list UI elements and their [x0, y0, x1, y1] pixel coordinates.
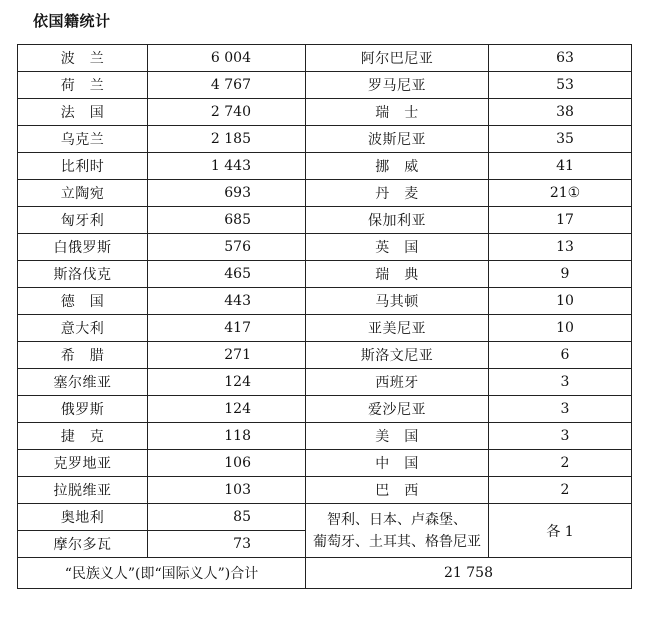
merged-countries-cell	[306, 504, 489, 558]
country-name-cell: 西班牙	[306, 369, 489, 396]
country-name-cell: 爱沙尼亚	[306, 396, 489, 423]
count-cell: 3	[489, 423, 632, 450]
count-cell: 2 185	[148, 126, 306, 153]
count-cell: 17	[489, 207, 632, 234]
count-cell: 3	[489, 396, 632, 423]
country-name-cell: 挪 威	[306, 153, 489, 180]
table-row	[18, 504, 632, 531]
country-name-cell: 波 兰	[18, 45, 148, 72]
country-name-cell: 俄罗斯	[18, 396, 148, 423]
country-name-cell: 比利时	[18, 153, 148, 180]
country-name-cell: 美 国	[306, 423, 489, 450]
count-cell: 417	[148, 315, 306, 342]
country-name-cell: 马其顿	[306, 288, 489, 315]
count-cell: 21①	[489, 180, 632, 207]
country-name-cell: 德 国	[18, 288, 148, 315]
count-cell: 124	[148, 396, 306, 423]
count-cell: 124	[148, 369, 306, 396]
country-name-cell: 斯洛文尼亚	[306, 342, 489, 369]
table-row	[18, 153, 632, 180]
country-name-cell: 瑞 典	[306, 261, 489, 288]
count-cell: 41	[489, 153, 632, 180]
count-cell: 685	[148, 207, 306, 234]
table-row	[18, 396, 632, 423]
count-cell: 10	[489, 315, 632, 342]
country-name-cell: 法 国	[18, 99, 148, 126]
country-name-cell: 摩尔多瓦	[18, 531, 148, 558]
table-row	[18, 45, 632, 72]
country-name-cell: 白俄罗斯	[18, 234, 148, 261]
country-name-cell: 瑞 士	[306, 99, 489, 126]
count-cell: 576	[148, 234, 306, 261]
merged-count-cell: 各 1	[489, 504, 632, 558]
count-cell: 118	[148, 423, 306, 450]
country-name-cell: 阿尔巴尼亚	[306, 45, 489, 72]
count-cell: 10	[489, 288, 632, 315]
count-cell: 443	[148, 288, 306, 315]
table-row	[18, 450, 632, 477]
country-name-cell: 立陶宛	[18, 180, 148, 207]
count-cell: 2	[489, 477, 632, 504]
country-name-cell: 乌克兰	[18, 126, 148, 153]
count-cell: 2	[489, 450, 632, 477]
count-cell: 3	[489, 369, 632, 396]
count-cell: 38	[489, 99, 632, 126]
country-name-cell: 巴 西	[306, 477, 489, 504]
country-name-cell: 罗马尼亚	[306, 72, 489, 99]
count-cell: 4 767	[148, 72, 306, 99]
country-name-cell: 匈牙利	[18, 207, 148, 234]
count-cell: 465	[148, 261, 306, 288]
country-name-cell: 奥地利	[18, 504, 148, 531]
country-name-cell: 波斯尼亚	[306, 126, 489, 153]
table-row	[18, 234, 632, 261]
table-row	[18, 369, 632, 396]
country-name-cell: 亚美尼亚	[306, 315, 489, 342]
country-name-cell: 丹 麦	[306, 180, 489, 207]
count-cell: 9	[489, 261, 632, 288]
count-cell: 73	[148, 531, 306, 558]
table-row	[18, 315, 632, 342]
total-value-cell: 21 758	[306, 558, 632, 589]
country-name-cell: 塞尔维亚	[18, 369, 148, 396]
country-name-cell: 中 国	[306, 450, 489, 477]
table-row	[18, 72, 632, 99]
nationality-statistics-table	[17, 44, 632, 589]
country-name-cell: 捷 克	[18, 423, 148, 450]
country-name-cell: 斯洛伐克	[18, 261, 148, 288]
table-caption: 依国籍统计	[33, 12, 111, 30]
total-row	[18, 558, 632, 589]
table-row	[18, 207, 632, 234]
count-cell: 6 004	[148, 45, 306, 72]
count-cell: 13	[489, 234, 632, 261]
country-name-cell: 保加利亚	[306, 207, 489, 234]
country-name-cell: 拉脱维亚	[18, 477, 148, 504]
country-name-cell: 意大利	[18, 315, 148, 342]
count-cell: 63	[489, 45, 632, 72]
table-row	[18, 342, 632, 369]
count-cell: 103	[148, 477, 306, 504]
merged-countries-line: 智利、日本、卢森堡、	[327, 511, 467, 528]
count-cell: 693	[148, 180, 306, 207]
count-cell: 106	[148, 450, 306, 477]
table-row	[18, 99, 632, 126]
count-cell: 53	[489, 72, 632, 99]
table-row	[18, 180, 632, 207]
count-cell: 271	[148, 342, 306, 369]
table-row	[18, 423, 632, 450]
table-row	[18, 288, 632, 315]
count-cell: 85	[148, 504, 306, 531]
table-row	[18, 126, 632, 153]
count-cell: 2 740	[148, 99, 306, 126]
count-cell: 35	[489, 126, 632, 153]
count-cell: 1 443	[148, 153, 306, 180]
total-label-cell: “民族义人”(即“国际义人”)合计	[18, 558, 306, 589]
table-row	[18, 477, 632, 504]
country-name-cell: 荷 兰	[18, 72, 148, 99]
country-name-cell: 克罗地亚	[18, 450, 148, 477]
country-name-cell: 英 国	[306, 234, 489, 261]
merged-countries-line: 葡萄牙、土耳其、格鲁尼亚	[313, 533, 481, 550]
table-row	[18, 261, 632, 288]
count-cell: 6	[489, 342, 632, 369]
country-name-cell: 希 腊	[18, 342, 148, 369]
